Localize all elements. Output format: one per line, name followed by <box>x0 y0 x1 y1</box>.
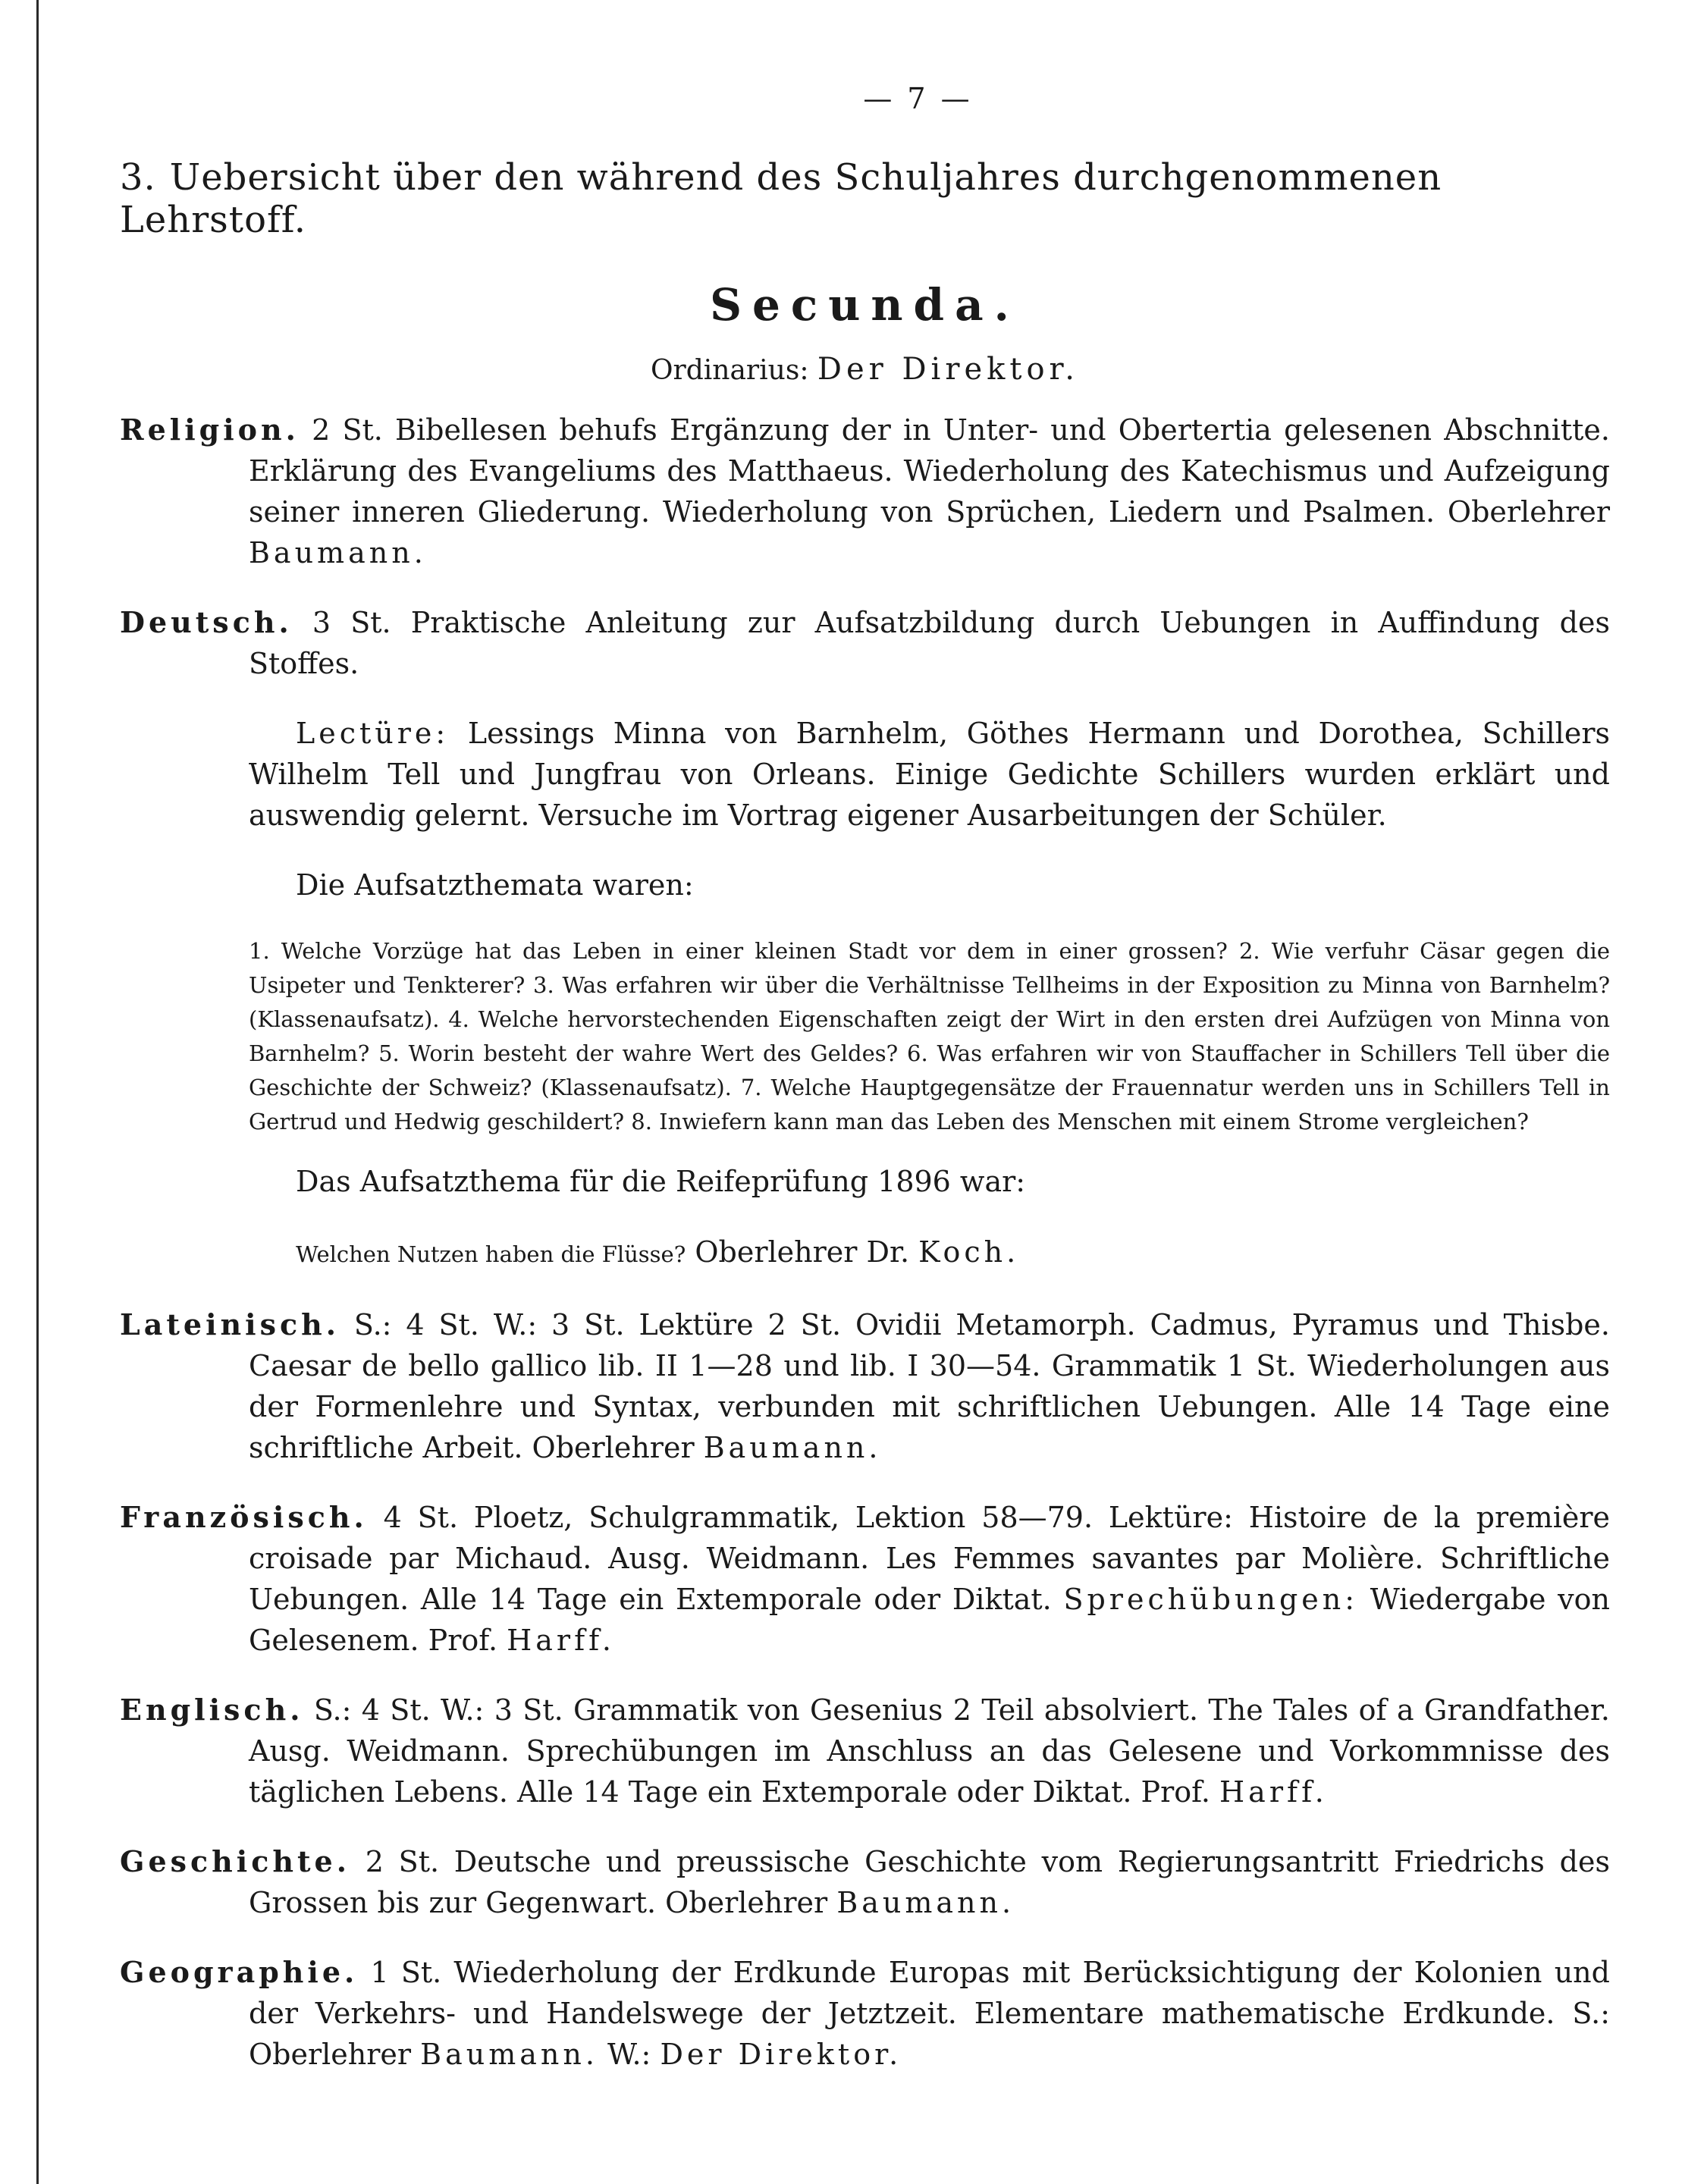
section-title: Uebersicht über den während des Schuljahres durchgenommenen Lehrstoff. <box>120 156 1442 241</box>
document-page <box>120 76 1610 2104</box>
subject-name: Französisch. <box>120 1500 368 1534</box>
class-title: Secunda. <box>710 279 1020 331</box>
subject-latein <box>120 1304 1610 1468</box>
ordinarius-line <box>120 352 1610 387</box>
subject-deutsch <box>120 602 1610 684</box>
subject-name: Geographie. <box>120 1955 359 1989</box>
w-label: W.: <box>607 2038 651 2071</box>
lecture-text: Lessings Minna von Barnhelm, Göthes Hermann und Dorothea, Schillers Wilhelm Tell und Jungfrau von Orleans. Einige Gedichte Schillers wurden erklärt und auswendig gelernt. Versuche im Vortrag eigener Ausarbeitungen der Schüler. <box>249 717 1610 832</box>
themes-label: Die Aufsatzthemata waren: <box>296 868 694 902</box>
subject-text: 1 St. Wiederholung der Erdkunde Europas mit Berücksichtigung der Kolonien und der Verkehrs- und Handelswege der Jetztzeit. Elementare mathematische Erdkunde. S.: Oberlehrer <box>249 1956 1610 2071</box>
reife-label: Das Aufsatzthema für die Reifeprüfung 1896 war: <box>296 1165 1026 1198</box>
deutsch-lecture <box>249 713 1610 836</box>
subject-name: Deutsch. <box>120 605 293 639</box>
teacher-name: Harff. <box>507 1624 615 1657</box>
subject-text: 3 St. Praktische Anleitung zur Aufsatzbildung durch Uebungen in Auffindung des Stoffes. <box>249 606 1610 680</box>
subject-text: 4 St. Ploetz, Schulgrammatik, Lektion 58—79. Lektüre: Histoire de la première croisade par Michaud. Ausg. Weidmann. Les Femmes savantes par Molière. Schriftliche Uebungen. Alle 14 Tage ein Extemporale oder Diktat. <box>249 1501 1610 1616</box>
reife-topic: Welchen Nutzen haben die Flüsse? <box>296 1241 686 1267</box>
teacher-name: Baumann. <box>703 1431 882 1464</box>
teacher-name-w: Der Direktor. <box>660 2038 902 2071</box>
subject-religion <box>120 410 1610 573</box>
page-number: — 7 — <box>863 82 973 115</box>
ordinarius-name: Der Direktor. <box>817 352 1079 387</box>
subject-geographie <box>120 1952 1610 2075</box>
subject-name: Religion. <box>120 413 300 447</box>
subject-text: S.: 4 St. W.: 3 St. Lektüre 2 St. Ovidii Metamorph. Cadmus, Pyramus und Thisbe. Caesar de bello gallico lib. II 1—28 und lib. I 30—54. Grammatik 1 St. Wiederholungen aus der Formenlehre und Syntax, verbunden mit schriftlichen Uebungen. Alle 14 Tage eine schriftliche Arbeit. Oberlehrer <box>249 1308 1610 1464</box>
page-binding-edge <box>36 0 39 2184</box>
section-number: 3. <box>120 156 156 199</box>
subject-text-2: Wiedergabe von Gelesenem. Prof. <box>249 1583 1611 1657</box>
subject-englisch <box>120 1690 1610 1812</box>
section-heading <box>120 156 1610 241</box>
subject-name: Geschichte. <box>120 1844 350 1878</box>
lecture-label: Lectüre: <box>296 717 450 750</box>
teacher-title: Oberlehrer Dr. <box>695 1235 910 1269</box>
subject-text: 2 St. Bibellesen behufs Ergänzung der in Unter- und Obertertia gelesenen Abschnitte. Erklärung des Evangeliums des Matthaeus. Wiederholung des Katechismus und Aufzeigung seiner inneren Gliederung. Wiederholung von Sprüchen, Liedern und Psalmen. Oberlehrer <box>249 413 1610 529</box>
speech-label: Sprechübungen: <box>1063 1583 1359 1616</box>
subject-text: S.: 4 St. W.: 3 St. Grammatik von Gesenius 2 Teil absolviert. The Tales of a Grandfather. Ausg. Weidmann. Sprechübungen im Anschluss an das Gelesene und Vorkommnisse des täglichen Lebens. Alle 14 Tage ein Extemporale oder Diktat. Prof. <box>249 1693 1610 1809</box>
teacher-name: Baumann. <box>836 1886 1015 1919</box>
subject-geschichte <box>120 1841 1610 1923</box>
subject-name: Englisch. <box>120 1693 304 1727</box>
essay-themes: 1. Welche Vorzüge hat das Leben in einer kleinen Stadt vor dem in einer grossen? 2. Wie verfuhr Cäsar gegen die Usipeter und Tenkterer? 3. Was erfahren wir über die Verhältnisse Tellheims in der Exposition zu Minna von Barnhelm? (Klassenaufsatz). 4. Welche hervorstechenden Eigenschaften zeigt der Wirt in den ersten drei Aufzügen von Minna von Barnhelm? 5. Worin besteht der wahre Wert des Geldes? 6. Was erfahren wir von Stauffacher in Schillers Tell über die Geschichte der Schweiz? (Klassenaufsatz). 7. Welche Hauptgegensätze der Frauennatur werden uns in Schillers Tell in Gertrud und Hedwig geschildert? 8. Inwiefern kann man das Leben des Menschen mit einem Strome vergleichen? <box>249 938 1610 1134</box>
teacher-name: Baumann. <box>249 536 427 570</box>
ordinarius-label: Ordinarius: <box>651 355 809 386</box>
subject-franzoesisch <box>120 1497 1610 1661</box>
teacher-name: Koch. <box>918 1235 1020 1269</box>
reife-topic-line <box>296 1231 1610 1276</box>
subject-name: Lateinisch. <box>120 1307 340 1341</box>
subject-text: 2 St. Deutsche und preussische Geschichte vom Regierungsantritt Friedrichs des Grossen bis zur Gegenwart. Oberlehrer <box>249 1845 1610 1919</box>
teacher-name: Harff. <box>1219 1775 1328 1809</box>
teacher-name-s: Baumann. <box>420 2038 598 2071</box>
